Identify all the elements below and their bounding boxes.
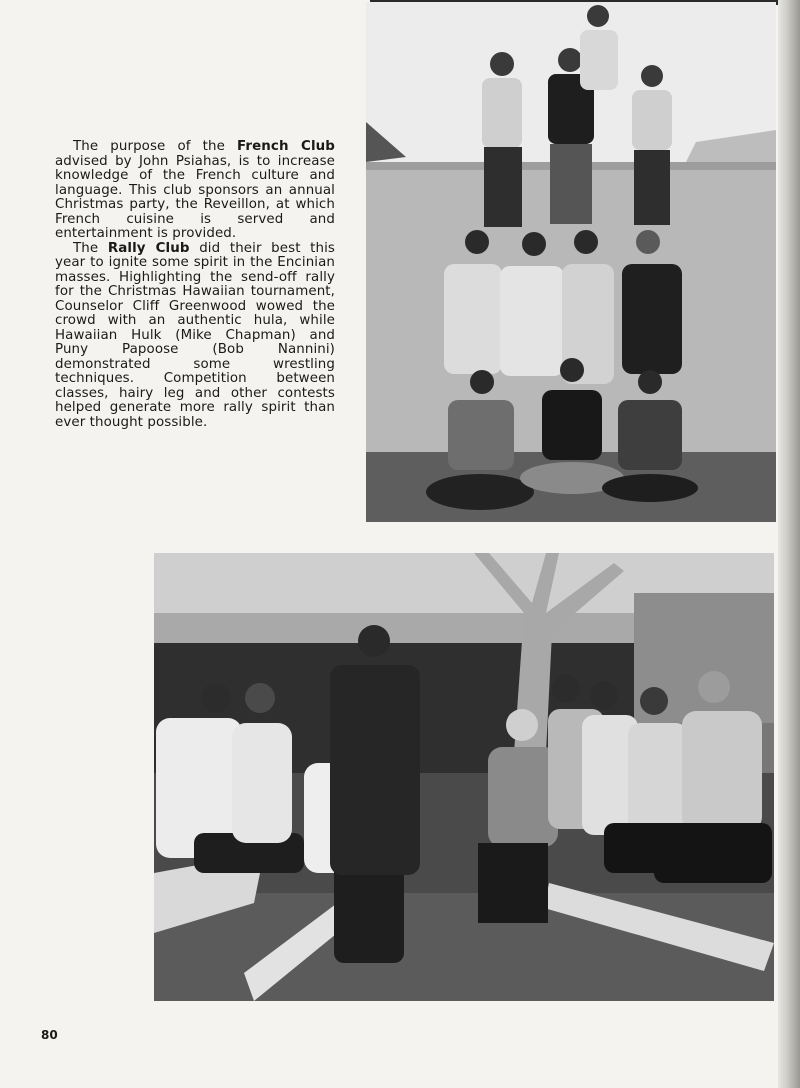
page-number: 80 [41, 1028, 58, 1042]
rally-club-photo [154, 553, 774, 1001]
french-club-paragraph: The purpose of the French Club advised by John Psiahas, is to increase knowledge of the French culture and language. This club sponsors an annual Christmas party, the Reveillon, at which French cuisine is served and entertainment is provided. [55, 139, 335, 241]
binding-edge [778, 0, 800, 1088]
rally-club-heading: Rally Club [107, 240, 190, 256]
rally-club-paragraph: The Rally Club did their best this year to ignite some spirit in the Encinian masses. Highlighting the send-off rally for the Christmas Hawaiian tournament, Counselor Cliff Greenwood wowed the crowd with an authentic hula, while Hawaiian Hulk (Mike Chapman) and Puny Papoose (Bob Nannini) demonstrated some wrestling techniques. Competition between classes, hairy leg and other contests helped generate more rally spirit than ever thought possible. [55, 240, 336, 430]
french-club-heading: French Club [237, 139, 335, 154]
article-text [55, 140, 335, 430]
french-club-photo [366, 2, 776, 522]
